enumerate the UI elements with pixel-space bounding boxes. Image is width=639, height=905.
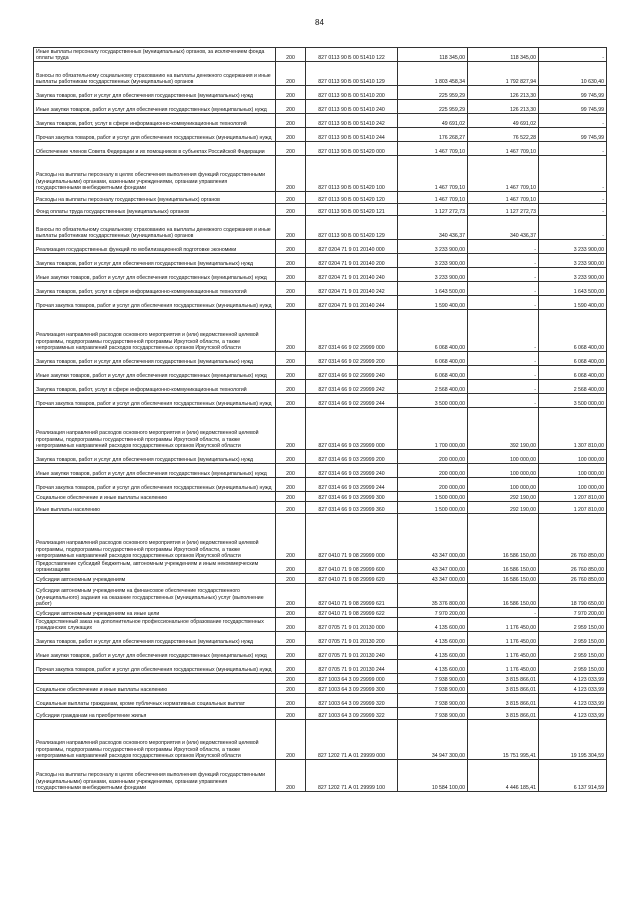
expense-name-cell: Реализация направлений расходов основного мероприятия и (или) ведомственной целевой программы, подпрограммы государственной программы Иркутской области, а также непрограммных направлений расходов государственных органов Иркутской области xyxy=(34,514,276,560)
line-code-cell: 200 xyxy=(276,684,306,694)
budget-classification-code-cell: 827 1202 71 А 01 29999 000 xyxy=(306,720,398,760)
expense-name-cell: Прочая закупка товаров, работ и услуг для обеспечения государственных (муниципальных) нужд xyxy=(34,660,276,674)
approved-amount-cell: 7 938 900,00 xyxy=(398,684,468,694)
approved-amount-cell: 1 500 000,00 xyxy=(398,492,468,502)
line-code-cell: 200 xyxy=(276,708,306,720)
line-code-cell: 200 xyxy=(276,478,306,492)
unexecuted-amount-cell: - xyxy=(539,142,607,156)
line-code-cell: 200 xyxy=(276,450,306,464)
unexecuted-amount-cell: 6 068 400,00 xyxy=(539,352,607,366)
unexecuted-amount-cell: 10 630,40 xyxy=(539,62,607,86)
expense-name-cell: Закупка товаров, работ и услуг для обеспечения государственных (муниципальных) нужд xyxy=(34,450,276,464)
budget-classification-code-cell: 827 0113 90 Б 00 51410 242 xyxy=(306,114,398,128)
executed-amount-cell: 16 586 150,00 xyxy=(468,514,539,560)
table-row xyxy=(34,156,607,192)
line-code-cell: 200 xyxy=(276,156,306,192)
executed-amount-cell: 16 586 150,00 xyxy=(468,584,539,608)
executed-amount-cell: 100 000,00 xyxy=(468,450,539,464)
approved-amount-cell: 4 135 600,00 xyxy=(398,632,468,646)
executed-amount-cell: 1 176 450,00 xyxy=(468,618,539,632)
expense-name-cell xyxy=(34,674,276,684)
approved-amount-cell: 1 803 458,34 xyxy=(398,62,468,86)
unexecuted-amount-cell: 2 959 150,00 xyxy=(539,660,607,674)
line-code-cell: 200 xyxy=(276,310,306,352)
line-code-cell: 200 xyxy=(276,720,306,760)
approved-amount-cell: 43 347 000,00 xyxy=(398,514,468,560)
approved-amount-cell: 1 700 000,00 xyxy=(398,408,468,450)
budget-classification-code-cell: 827 0705 71 9 01 20130 240 xyxy=(306,646,398,660)
approved-amount-cell: 7 938 900,00 xyxy=(398,694,468,708)
table-row xyxy=(34,632,607,646)
budget-classification-code-cell: 827 0113 90 Б 00 51410 122 xyxy=(306,48,398,62)
expense-name-cell: Субсидии автономным учреждениям xyxy=(34,574,276,584)
executed-amount-cell: - xyxy=(468,608,539,618)
budget-classification-code-cell: 827 0705 71 9 01 20130 200 xyxy=(306,632,398,646)
expense-name-cell: Расходы на выплаты персоналу государственных (муниципальных) органов xyxy=(34,192,276,204)
expense-name-cell: Иные закупки товаров, работ и услуг для обеспечения государственных (муниципальных) нужд xyxy=(34,464,276,478)
approved-amount-cell: 3 233 900,00 xyxy=(398,268,468,282)
table-row xyxy=(34,216,607,240)
unexecuted-amount-cell: 6 068 400,00 xyxy=(539,366,607,380)
unexecuted-amount-cell: 26 760 850,00 xyxy=(539,560,607,574)
budget-table-body xyxy=(34,48,607,792)
line-code-cell: 200 xyxy=(276,408,306,450)
expense-name-cell: Обеспечение членов Совета Федерации и их помощников в субъектах Российской Федерации xyxy=(34,142,276,156)
unexecuted-amount-cell: 100 000,00 xyxy=(539,450,607,464)
budget-classification-code-cell: 827 0705 71 9 01 20130 000 xyxy=(306,618,398,632)
budget-classification-code-cell: 827 1003 64 3 09 29999 000 xyxy=(306,674,398,684)
approved-amount-cell: 6 068 400,00 xyxy=(398,352,468,366)
budget-classification-code-cell: 827 0314 66 9 02 29999 200 xyxy=(306,352,398,366)
unexecuted-amount-cell: 4 123 033,99 xyxy=(539,684,607,694)
table-row xyxy=(34,694,607,708)
budget-classification-code-cell: 827 0410 71 9 08 29999 620 xyxy=(306,574,398,584)
approved-amount-cell: 2 568 400,00 xyxy=(398,380,468,394)
expense-name-cell: Государственный заказ на дополнительное профессиональное образование государственных гражданских служащих xyxy=(34,618,276,632)
unexecuted-amount-cell: 2 959 150,00 xyxy=(539,632,607,646)
line-code-cell: 200 xyxy=(276,492,306,502)
unexecuted-amount-cell: 3 233 900,00 xyxy=(539,254,607,268)
executed-amount-cell: - xyxy=(468,240,539,254)
line-code-cell: 200 xyxy=(276,100,306,114)
expense-name-cell: Предоставление субсидий бюджетным, автономным учреждениям и иным некоммерческим организациям xyxy=(34,560,276,574)
approved-amount-cell: 7 970 200,00 xyxy=(398,608,468,618)
table-row xyxy=(34,142,607,156)
line-code-cell: 200 xyxy=(276,584,306,608)
table-row xyxy=(34,478,607,492)
approved-amount-cell: 1 590 400,00 xyxy=(398,296,468,310)
unexecuted-amount-cell: - xyxy=(539,156,607,192)
expense-name-cell: Закупка товаров, работ и услуг для обеспечения государственных (муниципальных) нужд xyxy=(34,352,276,366)
executed-amount-cell: 3 815 866,01 xyxy=(468,708,539,720)
expense-name-cell: Реализация направлений расходов основного мероприятия и (или) ведомственной целевой программы, подпрограммы государственной программы Иркутской области, а также непрограммных направлений расходов государственных органов Иркутской области xyxy=(34,408,276,450)
budget-classification-code-cell: 827 0113 90 Б 00 51420 120 xyxy=(306,192,398,204)
approved-amount-cell: 118 345,00 xyxy=(398,48,468,62)
budget-classification-code-cell: 827 0314 66 9 03 29999 360 xyxy=(306,502,398,514)
table-row xyxy=(34,114,607,128)
line-code-cell: 200 xyxy=(276,464,306,478)
executed-amount-cell: 1 176 450,00 xyxy=(468,660,539,674)
table-row xyxy=(34,684,607,694)
approved-amount-cell: 176 268,27 xyxy=(398,128,468,142)
expense-name-cell: Иные закупки товаров, работ и услуг для обеспечения государственных (муниципальных) нужд xyxy=(34,366,276,380)
budget-classification-code-cell: 827 0113 90 Б 00 51410 200 xyxy=(306,86,398,100)
table-row xyxy=(34,128,607,142)
unexecuted-amount-cell: 1 207 810,00 xyxy=(539,502,607,514)
approved-amount-cell: 4 135 600,00 xyxy=(398,618,468,632)
expense-name-cell: Расходы на выплаты персоналу в целях обеспечения выполнения функций государственными (муниципальными) органами, казенными учреждениями, органами управления государственными внебюджетными фондами xyxy=(34,156,276,192)
expense-name-cell: Субсидии гражданам на приобретение жилья xyxy=(34,708,276,720)
approved-amount-cell: 35 376 800,00 xyxy=(398,584,468,608)
executed-amount-cell: 1 792 827,94 xyxy=(468,62,539,86)
budget-classification-code-cell: 827 0204 71 9 01 20140 242 xyxy=(306,282,398,296)
table-row xyxy=(34,204,607,216)
line-code-cell: 200 xyxy=(276,502,306,514)
unexecuted-amount-cell: 26 760 850,00 xyxy=(539,514,607,560)
table-row xyxy=(34,674,607,684)
table-row xyxy=(34,100,607,114)
budget-classification-code-cell: 827 0113 90 Б 00 51420 000 xyxy=(306,142,398,156)
approved-amount-cell: 340 436,37 xyxy=(398,216,468,240)
expense-name-cell: Закупка товаров, работ, услуг в сфере информационно-коммуникационных технологий xyxy=(34,282,276,296)
line-code-cell: 200 xyxy=(276,352,306,366)
approved-amount-cell: 49 691,02 xyxy=(398,114,468,128)
executed-amount-cell: 1 176 450,00 xyxy=(468,646,539,660)
line-code-cell: 200 xyxy=(276,192,306,204)
executed-amount-cell: - xyxy=(468,352,539,366)
line-code-cell: 200 xyxy=(276,282,306,296)
line-code-cell: 200 xyxy=(276,608,306,618)
expense-name-cell: Социальные выплаты гражданам, кроме публичных нормативных социальных выплат xyxy=(34,694,276,708)
table-row xyxy=(34,584,607,608)
line-code-cell: 200 xyxy=(276,240,306,254)
approved-amount-cell: 1 643 500,00 xyxy=(398,282,468,296)
unexecuted-amount-cell: 1 307 810,00 xyxy=(539,408,607,450)
executed-amount-cell: - xyxy=(468,366,539,380)
table-row xyxy=(34,760,607,792)
table-row xyxy=(34,502,607,514)
table-row xyxy=(34,514,607,560)
executed-amount-cell: 100 000,00 xyxy=(468,478,539,492)
unexecuted-amount-cell: 4 123 033,99 xyxy=(539,694,607,708)
table-row xyxy=(34,464,607,478)
executed-amount-cell: 1 127 272,73 xyxy=(468,204,539,216)
executed-amount-cell: 3 815 866,01 xyxy=(468,684,539,694)
table-row xyxy=(34,450,607,464)
table-row xyxy=(34,240,607,254)
table-row xyxy=(34,618,607,632)
table-row xyxy=(34,574,607,584)
approved-amount-cell: 225 959,29 xyxy=(398,86,468,100)
page-number: 84 xyxy=(315,18,324,27)
approved-amount-cell: 200 000,00 xyxy=(398,450,468,464)
unexecuted-amount-cell: 2 959 150,00 xyxy=(539,618,607,632)
budget-classification-code-cell: 827 0113 90 Б 00 51410 244 xyxy=(306,128,398,142)
expense-name-cell: Прочая закупка товаров, работ и услуг для обеспечения государственных (муниципальных) нужд xyxy=(34,128,276,142)
executed-amount-cell: 392 190,00 xyxy=(468,408,539,450)
unexecuted-amount-cell: - xyxy=(539,216,607,240)
line-code-cell: 200 xyxy=(276,296,306,310)
expense-name-cell: Закупка товаров, работ и услуг для обеспечения государственных (муниципальных) нужд xyxy=(34,254,276,268)
unexecuted-amount-cell: 6 068 400,00 xyxy=(539,310,607,352)
unexecuted-amount-cell: 99 745,99 xyxy=(539,100,607,114)
budget-table xyxy=(33,47,607,792)
unexecuted-amount-cell: 1 207 810,00 xyxy=(539,492,607,502)
table-row xyxy=(34,720,607,760)
budget-classification-code-cell: 827 0410 71 9 08 29999 000 xyxy=(306,514,398,560)
table-row xyxy=(34,366,607,380)
line-code-cell: 200 xyxy=(276,660,306,674)
unexecuted-amount-cell: - xyxy=(539,192,607,204)
table-row xyxy=(34,646,607,660)
executed-amount-cell: 292 190,00 xyxy=(468,502,539,514)
expense-name-cell: Реализация государственных функций по мобилизационной подготовке экономики xyxy=(34,240,276,254)
line-code-cell: 200 xyxy=(276,646,306,660)
line-code-cell: 200 xyxy=(276,760,306,792)
approved-amount-cell: 7 938 900,00 xyxy=(398,674,468,684)
executed-amount-cell: - xyxy=(468,268,539,282)
line-code-cell: 200 xyxy=(276,694,306,708)
approved-amount-cell: 43 347 000,00 xyxy=(398,574,468,584)
expense-name-cell: Закупка товаров, работ и услуг для обеспечения государственных (муниципальных) нужд xyxy=(34,632,276,646)
budget-classification-code-cell: 827 0314 66 9 02 29999 000 xyxy=(306,310,398,352)
budget-classification-code-cell: 827 0204 71 9 01 20140 200 xyxy=(306,254,398,268)
budget-classification-code-cell: 827 0410 71 9 08 29999 600 xyxy=(306,560,398,574)
expense-name-cell: Закупка товаров, работ, услуг в сфере информационно-коммуникационных технологий xyxy=(34,114,276,128)
budget-classification-code-cell: 827 1003 64 3 09 29999 320 xyxy=(306,694,398,708)
expense-name-cell: Иные закупки товаров, работ и услуг для обеспечения государственных (муниципальных) нужд xyxy=(34,100,276,114)
expense-name-cell: Закупка товаров, работ, услуг в сфере информационно-коммуникационных технологий xyxy=(34,380,276,394)
executed-amount-cell: - xyxy=(468,310,539,352)
budget-classification-code-cell: 827 0113 90 Б 00 51420 100 xyxy=(306,156,398,192)
expense-name-cell: Фонд оплаты труда государственных (муниципальных) органов xyxy=(34,204,276,216)
table-row xyxy=(34,608,607,618)
budget-classification-code-cell: 827 0113 90 Б 00 51410 129 xyxy=(306,62,398,86)
budget-classification-code-cell: 827 0204 71 9 01 20140 000 xyxy=(306,240,398,254)
budget-classification-code-cell: 827 0314 66 9 02 29999 240 xyxy=(306,366,398,380)
executed-amount-cell: 292 190,00 xyxy=(468,492,539,502)
table-row xyxy=(34,192,607,204)
unexecuted-amount-cell: 19 195 304,59 xyxy=(539,720,607,760)
budget-classification-code-cell: 827 0314 66 9 03 29999 240 xyxy=(306,464,398,478)
expense-name-cell: Прочая закупка товаров, работ и услуг для обеспечения государственных (муниципальных) нужд xyxy=(34,394,276,408)
table-row xyxy=(34,282,607,296)
executed-amount-cell: 118 345,00 xyxy=(468,48,539,62)
line-code-cell: 200 xyxy=(276,366,306,380)
budget-classification-code-cell: 827 0113 90 Б 00 51420 129 xyxy=(306,216,398,240)
line-code-cell: 200 xyxy=(276,48,306,62)
line-code-cell: 200 xyxy=(276,514,306,560)
line-code-cell: 200 xyxy=(276,62,306,86)
expense-name-cell: Субсидии автономным учреждениям на финансовое обеспечение государственного (муниципального) задания на оказание государственных (муниципальных) услуг (выполнение работ) xyxy=(34,584,276,608)
approved-amount-cell: 3 233 900,00 xyxy=(398,240,468,254)
expense-name-cell: Иные выплаты персоналу государственных (муниципальных) органов, за исключением фонда оплаты труда xyxy=(34,48,276,62)
expense-name-cell: Социальное обеспечение и иные выплаты населению xyxy=(34,684,276,694)
executed-amount-cell: 3 815 866,01 xyxy=(468,694,539,708)
unexecuted-amount-cell: 3 500 000,00 xyxy=(539,394,607,408)
unexecuted-amount-cell: - xyxy=(539,204,607,216)
approved-amount-cell: 200 000,00 xyxy=(398,478,468,492)
table-row xyxy=(34,492,607,502)
expense-name-cell: Иные выплаты населению xyxy=(34,502,276,514)
executed-amount-cell: 4 446 185,41 xyxy=(468,760,539,792)
executed-amount-cell: 3 815 866,01 xyxy=(468,674,539,684)
table-row xyxy=(34,352,607,366)
unexecuted-amount-cell: 99 745,99 xyxy=(539,128,607,142)
budget-classification-code-cell: 827 1202 71 А 01 29999 100 xyxy=(306,760,398,792)
approved-amount-cell: 4 135 600,00 xyxy=(398,660,468,674)
executed-amount-cell: 76 522,28 xyxy=(468,128,539,142)
budget-classification-code-cell: 827 0314 66 9 02 29999 244 xyxy=(306,394,398,408)
table-row xyxy=(34,310,607,352)
approved-amount-cell: 34 947 300,00 xyxy=(398,720,468,760)
line-code-cell: 200 xyxy=(276,632,306,646)
unexecuted-amount-cell: 1 590 400,00 xyxy=(539,296,607,310)
expense-name-cell: Прочая закупка товаров, работ и услуг для обеспечения государственных (муниципальных) нужд xyxy=(34,478,276,492)
approved-amount-cell: 1 467 709,10 xyxy=(398,156,468,192)
unexecuted-amount-cell: 2 568 400,00 xyxy=(539,380,607,394)
budget-classification-code-cell: 827 0204 71 9 01 20140 244 xyxy=(306,296,398,310)
budget-classification-code-cell: 827 0113 90 Б 00 51420 121 xyxy=(306,204,398,216)
table-row xyxy=(34,708,607,720)
unexecuted-amount-cell: 18 790 650,00 xyxy=(539,584,607,608)
line-code-cell: 200 xyxy=(276,128,306,142)
table-row xyxy=(34,62,607,86)
budget-classification-code-cell: 827 0314 66 9 03 29999 000 xyxy=(306,408,398,450)
budget-classification-code-cell: 827 1003 64 3 09 29999 300 xyxy=(306,684,398,694)
expense-name-cell: Закупка товаров, работ и услуг для обеспечения государственных (муниципальных) нужд xyxy=(34,86,276,100)
expense-name-cell: Взносы по обязательному социальному страхованию на выплаты денежного содержания и иные выплаты работникам государственных (муниципальных) органов xyxy=(34,216,276,240)
line-code-cell: 200 xyxy=(276,394,306,408)
budget-classification-code-cell: 827 1003 64 3 09 29999 322 xyxy=(306,708,398,720)
line-code-cell: 200 xyxy=(276,216,306,240)
executed-amount-cell: - xyxy=(468,394,539,408)
budget-classification-code-cell: 827 0314 66 9 03 29999 300 xyxy=(306,492,398,502)
approved-amount-cell: 1 500 000,00 xyxy=(398,502,468,514)
executed-amount-cell: - xyxy=(468,254,539,268)
table-row xyxy=(34,660,607,674)
unexecuted-amount-cell: 26 760 850,00 xyxy=(539,574,607,584)
expense-name-cell: Иные закупки товаров, работ и услуг для обеспечения государственных (муниципальных) нужд xyxy=(34,268,276,282)
table-row xyxy=(34,380,607,394)
table-row xyxy=(34,560,607,574)
line-code-cell: 200 xyxy=(276,674,306,684)
unexecuted-amount-cell: 4 123 033,99 xyxy=(539,674,607,684)
executed-amount-cell: 126 213,30 xyxy=(468,86,539,100)
executed-amount-cell: 340 436,37 xyxy=(468,216,539,240)
unexecuted-amount-cell: 100 000,00 xyxy=(539,478,607,492)
approved-amount-cell: 1 467 709,10 xyxy=(398,142,468,156)
executed-amount-cell: 1 176 450,00 xyxy=(468,632,539,646)
expense-name-cell: Реализация направлений расходов основного мероприятия и (или) ведомственной целевой программы, подпрограммы государственной программы Иркутской области, а также непрограммных направлений расходов государственных органов Иркутской области xyxy=(34,310,276,352)
approved-amount-cell: 3 233 900,00 xyxy=(398,254,468,268)
approved-amount-cell: 1 467 709,10 xyxy=(398,192,468,204)
table-row xyxy=(34,268,607,282)
unexecuted-amount-cell: 3 233 900,00 xyxy=(539,268,607,282)
line-code-cell: 200 xyxy=(276,254,306,268)
approved-amount-cell: 6 068 400,00 xyxy=(398,366,468,380)
executed-amount-cell: 15 751 995,41 xyxy=(468,720,539,760)
line-code-cell: 200 xyxy=(276,142,306,156)
executed-amount-cell: 100 000,00 xyxy=(468,464,539,478)
table-row xyxy=(34,86,607,100)
line-code-cell: 200 xyxy=(276,204,306,216)
executed-amount-cell: - xyxy=(468,296,539,310)
budget-classification-code-cell: 827 0314 66 9 03 29999 244 xyxy=(306,478,398,492)
line-code-cell: 200 xyxy=(276,574,306,584)
approved-amount-cell: 10 584 100,00 xyxy=(398,760,468,792)
line-code-cell: 200 xyxy=(276,114,306,128)
executed-amount-cell: 1 467 709,10 xyxy=(468,192,539,204)
executed-amount-cell: - xyxy=(468,380,539,394)
expense-name-cell: Расходы на выплаты персоналу в целях обеспечения выполнения функций государственными (муниципальными) органами, казенными учреждениями, органами управления государственными внебюджетными фондами xyxy=(34,760,276,792)
executed-amount-cell: 126 213,30 xyxy=(468,100,539,114)
budget-classification-code-cell: 827 0204 71 9 01 20140 240 xyxy=(306,268,398,282)
expense-name-cell: Реализация направлений расходов основного мероприятия и (или) ведомственной целевой программы, подпрограммы государственной программы Иркутской области, а также непрограммных направлений расходов государственных органов Иркутской области xyxy=(34,720,276,760)
approved-amount-cell: 200 000,00 xyxy=(398,464,468,478)
table-row xyxy=(34,48,607,62)
unexecuted-amount-cell: 2 959 150,00 xyxy=(539,646,607,660)
executed-amount-cell: 16 586 150,00 xyxy=(468,574,539,584)
unexecuted-amount-cell: 99 745,99 xyxy=(539,86,607,100)
budget-classification-code-cell: 827 0410 71 9 08 29999 622 xyxy=(306,608,398,618)
executed-amount-cell: 49 691,02 xyxy=(468,114,539,128)
unexecuted-amount-cell: - xyxy=(539,114,607,128)
executed-amount-cell: 1 467 709,10 xyxy=(468,142,539,156)
approved-amount-cell: 225 959,29 xyxy=(398,100,468,114)
unexecuted-amount-cell: 6 137 914,59 xyxy=(539,760,607,792)
approved-amount-cell: 4 135 600,00 xyxy=(398,646,468,660)
budget-classification-code-cell: 827 0113 90 Б 00 51410 240 xyxy=(306,100,398,114)
unexecuted-amount-cell: 1 643 500,00 xyxy=(539,282,607,296)
table-row xyxy=(34,254,607,268)
executed-amount-cell: 1 467 709,10 xyxy=(468,156,539,192)
table-row xyxy=(34,394,607,408)
expense-name-cell: Прочая закупка товаров, работ и услуг для обеспечения государственных (муниципальных) нужд xyxy=(34,296,276,310)
line-code-cell: 200 xyxy=(276,560,306,574)
unexecuted-amount-cell: 7 970 200,00 xyxy=(539,608,607,618)
approved-amount-cell: 43 347 000,00 xyxy=(398,560,468,574)
budget-classification-code-cell: 827 0314 66 9 03 29999 200 xyxy=(306,450,398,464)
table-row xyxy=(34,296,607,310)
approved-amount-cell: 7 938 900,00 xyxy=(398,708,468,720)
approved-amount-cell: 3 500 000,00 xyxy=(398,394,468,408)
executed-amount-cell: 16 586 150,00 xyxy=(468,560,539,574)
approved-amount-cell: 1 127 272,73 xyxy=(398,204,468,216)
line-code-cell: 200 xyxy=(276,380,306,394)
line-code-cell: 200 xyxy=(276,618,306,632)
budget-classification-code-cell: 827 0314 66 9 02 29999 242 xyxy=(306,380,398,394)
expense-name-cell: Социальное обеспечение и иные выплаты населению xyxy=(34,492,276,502)
line-code-cell: 200 xyxy=(276,86,306,100)
budget-classification-code-cell: 827 0705 71 9 01 20130 244 xyxy=(306,660,398,674)
expense-name-cell: Иные закупки товаров, работ и услуг для обеспечения государственных (муниципальных) нужд xyxy=(34,646,276,660)
unexecuted-amount-cell: 4 123 033,99 xyxy=(539,708,607,720)
unexecuted-amount-cell: - xyxy=(539,48,607,62)
executed-amount-cell: - xyxy=(468,282,539,296)
approved-amount-cell: 6 068 400,00 xyxy=(398,310,468,352)
line-code-cell: 200 xyxy=(276,268,306,282)
budget-classification-code-cell: 827 0410 71 9 08 29999 621 xyxy=(306,584,398,608)
expense-name-cell: Субсидии автономным учреждениям на иные цели xyxy=(34,608,276,618)
expense-name-cell: Взносы по обязательному социальному страхованию на выплаты денежного содержания и иные выплаты работникам государственных (муниципальных) органов xyxy=(34,62,276,86)
unexecuted-amount-cell: 100 000,00 xyxy=(539,464,607,478)
table-row xyxy=(34,408,607,450)
unexecuted-amount-cell: 3 233 900,00 xyxy=(539,240,607,254)
